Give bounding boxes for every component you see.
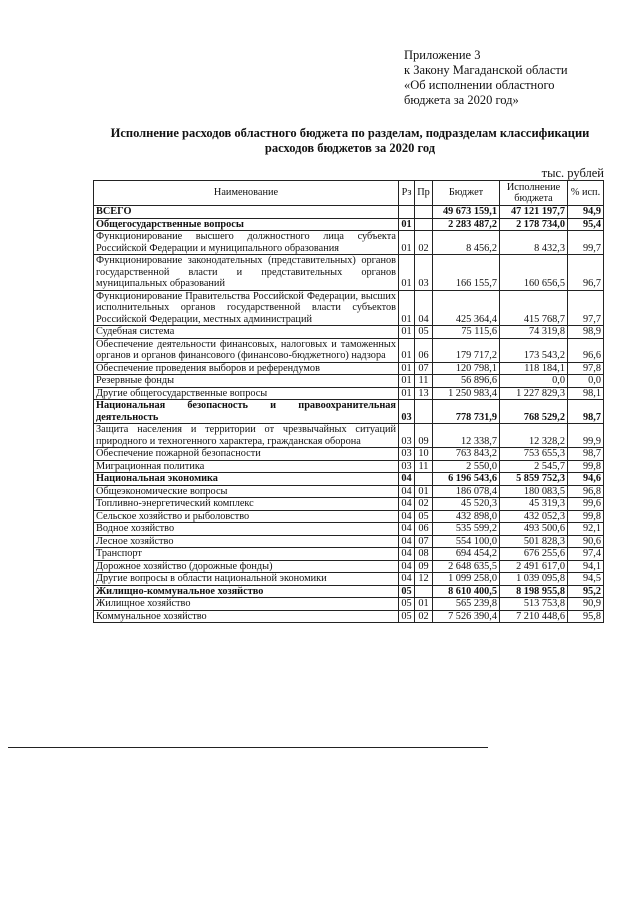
cell-rz: 03 bbox=[399, 424, 415, 448]
cell-rz: 01 bbox=[399, 338, 415, 362]
table-row bbox=[94, 460, 604, 473]
cell-execution: 45 319,3 bbox=[500, 498, 568, 511]
header-budget: Бюджет bbox=[433, 181, 500, 206]
cell-execution: 12 328,2 bbox=[500, 424, 568, 448]
table-row bbox=[94, 485, 604, 498]
cell-execution: 8 198 955,8 bbox=[500, 585, 568, 598]
cell-percent: 90,6 bbox=[568, 535, 604, 548]
cell-name: Защита населения и территории от чрезвычайных ситуаций природного и техногенного характера, гражданская оборона bbox=[94, 424, 399, 448]
cell-budget: 778 731,9 bbox=[433, 400, 500, 424]
cell-budget: 763 843,2 bbox=[433, 448, 500, 461]
cell-percent: 98,1 bbox=[568, 387, 604, 400]
cell-rz: 05 bbox=[399, 585, 415, 598]
cell-name: Жилищное хозяйство bbox=[94, 598, 399, 611]
cell-percent: 96,7 bbox=[568, 255, 604, 291]
cell-execution: 415 768,7 bbox=[500, 290, 568, 326]
cell-budget: 554 100,0 bbox=[433, 535, 500, 548]
document-title: Исполнение расходов областного бюджета по разделам, подразделам классификации расходов бюджетов за 2020 год bbox=[110, 126, 590, 155]
cell-pr: 08 bbox=[415, 548, 433, 561]
cell-execution: 118 184,1 bbox=[500, 362, 568, 375]
cell-name: Жилищно-коммунальное хозяйство bbox=[94, 585, 399, 598]
cell-percent: 99,7 bbox=[568, 231, 604, 255]
cell-percent: 99,8 bbox=[568, 460, 604, 473]
cell-budget: 2 550,0 bbox=[433, 460, 500, 473]
table-row bbox=[94, 290, 604, 326]
cell-execution: 180 083,5 bbox=[500, 485, 568, 498]
cell-name: Национальная экономика bbox=[94, 473, 399, 486]
cell-percent: 94,1 bbox=[568, 560, 604, 573]
cell-execution: 0,0 bbox=[500, 375, 568, 388]
table-body bbox=[94, 206, 604, 623]
cell-percent: 97,4 bbox=[568, 548, 604, 561]
cell-percent: 99,8 bbox=[568, 510, 604, 523]
cell-pr: 02 bbox=[415, 498, 433, 511]
cell-name: Функционирование Правительства Российской Федерации, высших исполнительных органов государственной власти субъектов Российской Федерации, местных администраций bbox=[94, 290, 399, 326]
cell-budget: 45 520,3 bbox=[433, 498, 500, 511]
cell-budget: 2 283 487,2 bbox=[433, 218, 500, 231]
cell-rz: 04 bbox=[399, 573, 415, 586]
cell-percent: 94,9 bbox=[568, 206, 604, 219]
cell-budget: 75 115,6 bbox=[433, 326, 500, 339]
cell-rz: 01 bbox=[399, 231, 415, 255]
cell-execution: 501 828,3 bbox=[500, 535, 568, 548]
cell-name: Функционирование высшего должностного лица субъекта Российской Федерации и муниципального образования bbox=[94, 231, 399, 255]
table-row bbox=[94, 510, 604, 523]
cell-pr: 02 bbox=[415, 610, 433, 623]
cell-rz: 01 bbox=[399, 375, 415, 388]
table-row bbox=[94, 375, 604, 388]
cell-name: Другие вопросы в области национальной экономики bbox=[94, 573, 399, 586]
cell-percent: 98,7 bbox=[568, 400, 604, 424]
cell-budget: 2 648 635,5 bbox=[433, 560, 500, 573]
table-row bbox=[94, 548, 604, 561]
cell-execution: 173 543,2 bbox=[500, 338, 568, 362]
cell-pr: 09 bbox=[415, 560, 433, 573]
cell-rz: 01 bbox=[399, 362, 415, 375]
cell-pr: 05 bbox=[415, 326, 433, 339]
cell-rz: 01 bbox=[399, 255, 415, 291]
appendix-heading bbox=[404, 48, 610, 108]
cell-percent: 94,5 bbox=[568, 573, 604, 586]
cell-rz: 04 bbox=[399, 485, 415, 498]
cell-pr bbox=[415, 473, 433, 486]
cell-name: Обеспечение пожарной безопасности bbox=[94, 448, 399, 461]
cell-name: Национальная безопасность и правоохранительная деятельность bbox=[94, 400, 399, 424]
cell-percent: 96,6 bbox=[568, 338, 604, 362]
cell-name: Транспорт bbox=[94, 548, 399, 561]
cell-pr: 11 bbox=[415, 460, 433, 473]
cell-name: Общегосударственные вопросы bbox=[94, 218, 399, 231]
cell-rz: 05 bbox=[399, 598, 415, 611]
cell-pr: 01 bbox=[415, 598, 433, 611]
cell-budget: 166 155,7 bbox=[433, 255, 500, 291]
cell-rz: 03 bbox=[399, 460, 415, 473]
cell-budget: 186 078,4 bbox=[433, 485, 500, 498]
appendix-line-4: бюджета за 2020 год» bbox=[404, 93, 519, 107]
cell-percent: 98,9 bbox=[568, 326, 604, 339]
header-pr: Пр bbox=[415, 181, 433, 206]
table-row bbox=[94, 498, 604, 511]
cell-execution: 5 859 752,3 bbox=[500, 473, 568, 486]
cell-execution: 1 227 829,3 bbox=[500, 387, 568, 400]
table-row bbox=[94, 573, 604, 586]
cell-rz: 04 bbox=[399, 523, 415, 536]
cell-pr bbox=[415, 206, 433, 219]
cell-execution: 47 121 197,7 bbox=[500, 206, 568, 219]
table-row bbox=[94, 231, 604, 255]
cell-name: Коммунальное хозяйство bbox=[94, 610, 399, 623]
cell-pr: 07 bbox=[415, 362, 433, 375]
cell-pr: 03 bbox=[415, 255, 433, 291]
cell-budget: 565 239,8 bbox=[433, 598, 500, 611]
cell-execution: 768 529,2 bbox=[500, 400, 568, 424]
cell-percent: 0,0 bbox=[568, 375, 604, 388]
cell-execution: 432 052,3 bbox=[500, 510, 568, 523]
cell-pr: 07 bbox=[415, 535, 433, 548]
table-row bbox=[94, 448, 604, 461]
cell-rz: 04 bbox=[399, 473, 415, 486]
cell-budget: 694 454,2 bbox=[433, 548, 500, 561]
cell-budget: 179 717,2 bbox=[433, 338, 500, 362]
cell-name: Резервные фонды bbox=[94, 375, 399, 388]
cell-name: Обеспечение проведения выборов и референдумов bbox=[94, 362, 399, 375]
cell-pr: 02 bbox=[415, 231, 433, 255]
cell-budget: 535 599,2 bbox=[433, 523, 500, 536]
cell-name: Сельское хозяйство и рыболовство bbox=[94, 510, 399, 523]
cell-name: Водное хозяйство bbox=[94, 523, 399, 536]
cell-percent: 92,1 bbox=[568, 523, 604, 536]
cell-percent: 94,6 bbox=[568, 473, 604, 486]
table-row bbox=[94, 326, 604, 339]
cell-rz: 01 bbox=[399, 218, 415, 231]
cell-rz: 04 bbox=[399, 510, 415, 523]
cell-execution: 2 545,7 bbox=[500, 460, 568, 473]
table-row bbox=[94, 206, 604, 219]
cell-pr: 12 bbox=[415, 573, 433, 586]
table-row bbox=[94, 610, 604, 623]
cell-rz: 05 bbox=[399, 610, 415, 623]
cell-name: Миграционная политика bbox=[94, 460, 399, 473]
cell-execution: 160 656,5 bbox=[500, 255, 568, 291]
cell-execution: 753 655,3 bbox=[500, 448, 568, 461]
table-row bbox=[94, 560, 604, 573]
appendix-line-1: Приложение 3 bbox=[404, 48, 481, 62]
table-row bbox=[94, 400, 604, 424]
cell-pr: 05 bbox=[415, 510, 433, 523]
cell-execution: 676 255,6 bbox=[500, 548, 568, 561]
expenditure-table bbox=[93, 180, 604, 623]
table-header-row bbox=[94, 181, 604, 206]
cell-pr: 13 bbox=[415, 387, 433, 400]
cell-rz: 04 bbox=[399, 560, 415, 573]
cell-name: Судебная система bbox=[94, 326, 399, 339]
table-row bbox=[94, 585, 604, 598]
cell-name: Дорожное хозяйство (дорожные фонды) bbox=[94, 560, 399, 573]
units-label: тыс. рублей bbox=[541, 166, 604, 180]
table-row bbox=[94, 473, 604, 486]
cell-percent: 97,7 bbox=[568, 290, 604, 326]
appendix-line-3: «Об исполнении областного bbox=[404, 78, 555, 92]
cell-rz: 03 bbox=[399, 400, 415, 424]
cell-pr: 01 bbox=[415, 485, 433, 498]
table-row bbox=[94, 387, 604, 400]
cell-execution: 8 432,3 bbox=[500, 231, 568, 255]
cell-percent: 97,8 bbox=[568, 362, 604, 375]
cell-budget: 120 798,1 bbox=[433, 362, 500, 375]
cell-name: Лесное хозяйство bbox=[94, 535, 399, 548]
table-row bbox=[94, 255, 604, 291]
cell-percent: 95,4 bbox=[568, 218, 604, 231]
cell-execution: 2 491 617,0 bbox=[500, 560, 568, 573]
cell-rz: 04 bbox=[399, 548, 415, 561]
cell-budget: 425 364,4 bbox=[433, 290, 500, 326]
cell-pr: 04 bbox=[415, 290, 433, 326]
table-row bbox=[94, 338, 604, 362]
cell-percent: 99,6 bbox=[568, 498, 604, 511]
cell-name: Обеспечение деятельности финансовых, налоговых и таможенных органов и органов финансового (финансово-бюджетного) надзора bbox=[94, 338, 399, 362]
cell-rz: 03 bbox=[399, 448, 415, 461]
table-row bbox=[94, 523, 604, 536]
header-rz: Рз bbox=[399, 181, 415, 206]
cell-name: Другие общегосударственные вопросы bbox=[94, 387, 399, 400]
cell-execution: 493 500,6 bbox=[500, 523, 568, 536]
cell-percent: 90,9 bbox=[568, 598, 604, 611]
cell-rz: 01 bbox=[399, 326, 415, 339]
cell-budget: 432 898,0 bbox=[433, 510, 500, 523]
cell-pr: 06 bbox=[415, 338, 433, 362]
cell-rz: 01 bbox=[399, 290, 415, 326]
header-percent: % исп. bbox=[568, 181, 604, 206]
cell-name: Общеэкономические вопросы bbox=[94, 485, 399, 498]
table-row bbox=[94, 535, 604, 548]
appendix-line-2: к Закону Магаданской области bbox=[404, 63, 568, 77]
header-name: Наименование bbox=[94, 181, 399, 206]
cell-pr bbox=[415, 585, 433, 598]
table-row bbox=[94, 218, 604, 231]
footer-rule bbox=[8, 747, 488, 748]
cell-execution: 74 319,8 bbox=[500, 326, 568, 339]
cell-pr bbox=[415, 400, 433, 424]
cell-name: ВСЕГО bbox=[94, 206, 399, 219]
cell-budget: 49 673 159,1 bbox=[433, 206, 500, 219]
cell-pr: 11 bbox=[415, 375, 433, 388]
cell-budget: 7 526 390,4 bbox=[433, 610, 500, 623]
cell-budget: 6 196 543,6 bbox=[433, 473, 500, 486]
cell-execution: 513 753,8 bbox=[500, 598, 568, 611]
cell-budget: 56 896,6 bbox=[433, 375, 500, 388]
table-row bbox=[94, 424, 604, 448]
cell-rz bbox=[399, 206, 415, 219]
cell-pr: 10 bbox=[415, 448, 433, 461]
cell-name: Топливно-энергетический комплекс bbox=[94, 498, 399, 511]
cell-execution: 2 178 734,0 bbox=[500, 218, 568, 231]
cell-rz: 01 bbox=[399, 387, 415, 400]
cell-budget: 1 250 983,4 bbox=[433, 387, 500, 400]
table-row bbox=[94, 362, 604, 375]
cell-budget: 8 610 400,5 bbox=[433, 585, 500, 598]
cell-budget: 8 456,2 bbox=[433, 231, 500, 255]
cell-name: Функционирование законодательных (представительных) органов государственной власти и представительных органов муниципальных образований bbox=[94, 255, 399, 291]
header-execution: Исполнение бюджета bbox=[500, 181, 568, 206]
cell-budget: 12 338,7 bbox=[433, 424, 500, 448]
cell-pr: 09 bbox=[415, 424, 433, 448]
cell-pr bbox=[415, 218, 433, 231]
cell-pr: 06 bbox=[415, 523, 433, 536]
cell-execution: 7 210 448,6 bbox=[500, 610, 568, 623]
cell-percent: 98,7 bbox=[568, 448, 604, 461]
cell-budget: 1 099 258,0 bbox=[433, 573, 500, 586]
cell-execution: 1 039 095,8 bbox=[500, 573, 568, 586]
cell-percent: 95,2 bbox=[568, 585, 604, 598]
cell-percent: 96,8 bbox=[568, 485, 604, 498]
table-row bbox=[94, 598, 604, 611]
cell-rz: 04 bbox=[399, 535, 415, 548]
cell-percent: 95,8 bbox=[568, 610, 604, 623]
cell-rz: 04 bbox=[399, 498, 415, 511]
cell-percent: 99,9 bbox=[568, 424, 604, 448]
